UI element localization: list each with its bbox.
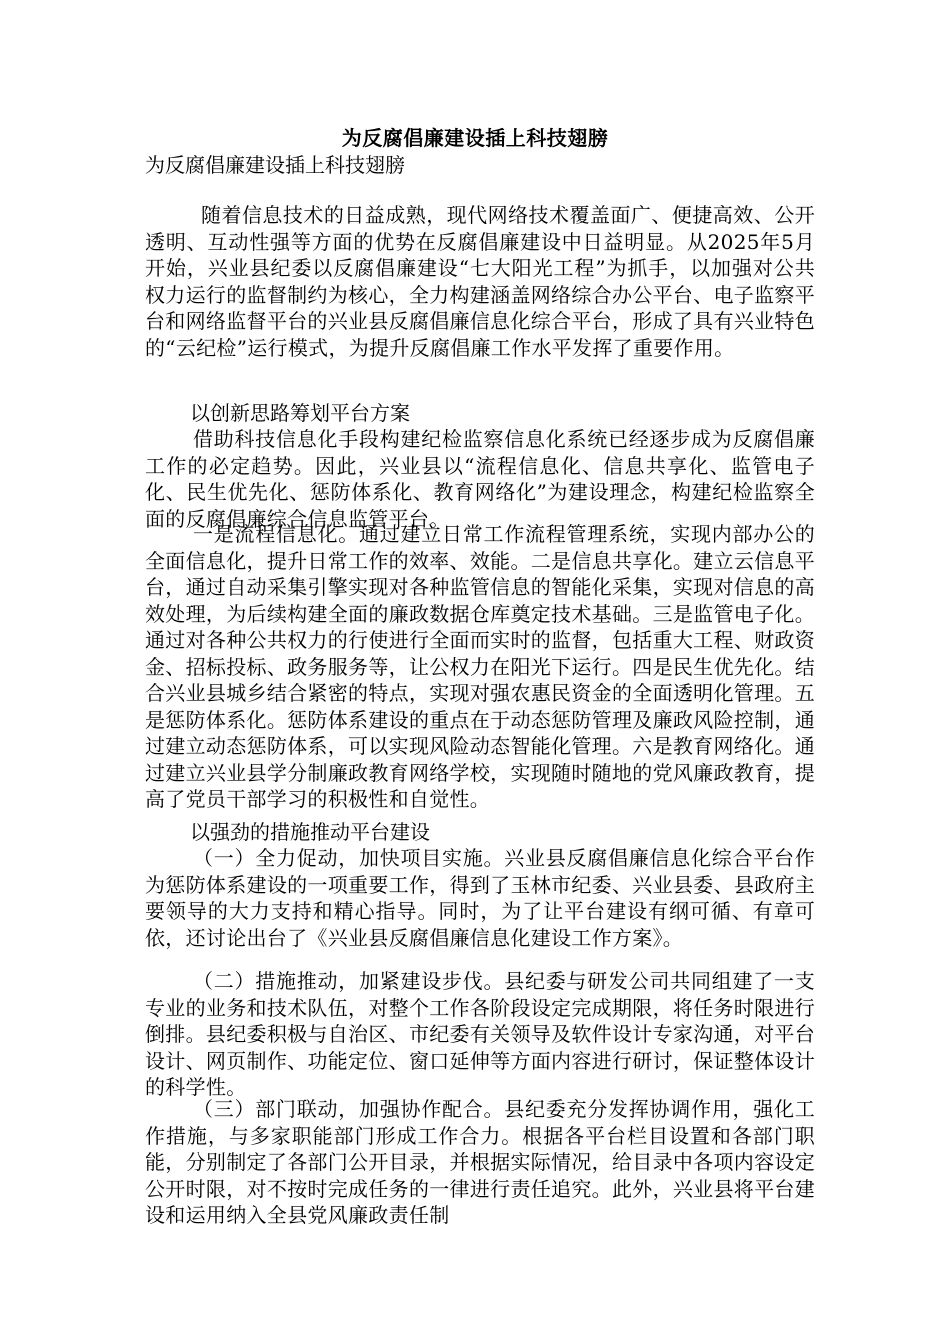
section2-paragraph-2: （二）措施推动，加紧建设步伐。县纪委与研发公司共同组建了一支专业的业务和技术队伍，对整个工作各阶段设定完成期限，将任务时限进行倒排。县纪委积极与自治区、市纪委有关领导及软件设计专家沟通，对平台设计、网页制作、功能定位、窗口延伸等方面内容进行研讨，保证整体设计的科学性。 xyxy=(145,969,815,1099)
document-subtitle: 为反腐倡廉建设插上科技翅膀 xyxy=(145,153,405,177)
section1-heading: 以创新思路筹划平台方案 xyxy=(190,401,410,425)
section2-paragraph-3: （三）部门联动，加强协作配合。县纪委充分发挥协调作用，强化工作措施，与多家职能部门形成工作合力。根据各平台栏目设置和各部门职能，分别制定了各部门公开目录，并根据实际情况，给目录中各项内容设定公开时限，对不按时完成任务的一律进行责任追究。此外，兴业县将平台建设和运用纳入全县党风廉政责任制 xyxy=(145,1097,815,1227)
section1-paragraph-1: 借助科技信息化手段构建纪检监察信息化系统已经逐步成为反腐倡廉工作的必定趋势。因此，兴业县以“流程信息化、信息共享化、监管电子化、民生优先化、惩防体系化、教育网络化”为建设理念，构建纪检监察全面的反腐倡廉综合信息监管平台。 xyxy=(145,427,815,531)
intro-paragraph: 随着信息技术的日益成熟，现代网络技术覆盖面广、便捷高效、公开透明、互动性强等方面的优势在反腐倡廉建设中日益明显。从2025年5月开始，兴业县纪委以反腐倡廉建设“七大阳光工程”为抓手，以加强对公共权力运行的监督制约为核心，全力构建涵盖网络综合办公平台、电子监察平台和网络监督平台的兴业县反腐倡廉信息化综合平台，形成了具有兴业特色的“云纪检”运行模式，为提升反腐倡廉工作水平发挥了重要作用。 xyxy=(145,203,815,360)
section2-heading: 以强劲的措施推动平台建设 xyxy=(190,820,430,844)
section1-paragraph-2: 一是流程信息化。通过建立日常工作流程管理系统，实现内部办公的全面信息化，提升日常工作的效率、效能。二是信息共享化。建立云信息平台，通过自动采集引擎实现对各种监管信息的智能化采集，实现对信息的高效处理，为后续构建全面的廉政数据仓库奠定技术基础。三是监管电子化。通过对各种公共权力的行使进行全面而实时的监督，包括重大工程、财政资金、招标投标、政务服务等，让公权力在阳光下运行。四是民生优先化。结合兴业县城乡结合紧密的特点，实现对强农惠民资金的全面透明化管理。五是惩防体系化。惩防体系建设的重点在于动态惩防管理及廉政风险控制，通过建立动态惩防体系，可以实现风险动态智能化管理。六是教育网络化。通过建立兴业县学分制廉政教育网络学校，实现随时随地的党风廉政教育，提高了党员干部学习的积极性和自觉性。 xyxy=(145,522,815,811)
section2-paragraph-1: （一）全力促动，加快项目实施。兴业县反腐倡廉信息化综合平台作为惩防体系建设的一项重要工作，得到了玉林市纪委、兴业县委、县政府主要领导的大力支持和精心指导。同时，为了让平台建设有纲可循、有章可依，还讨论出台了《兴业县反腐倡廉信息化建设工作方案》。 xyxy=(145,846,815,950)
document-title: 为反腐倡廉建设插上科技翅膀 xyxy=(341,126,609,150)
